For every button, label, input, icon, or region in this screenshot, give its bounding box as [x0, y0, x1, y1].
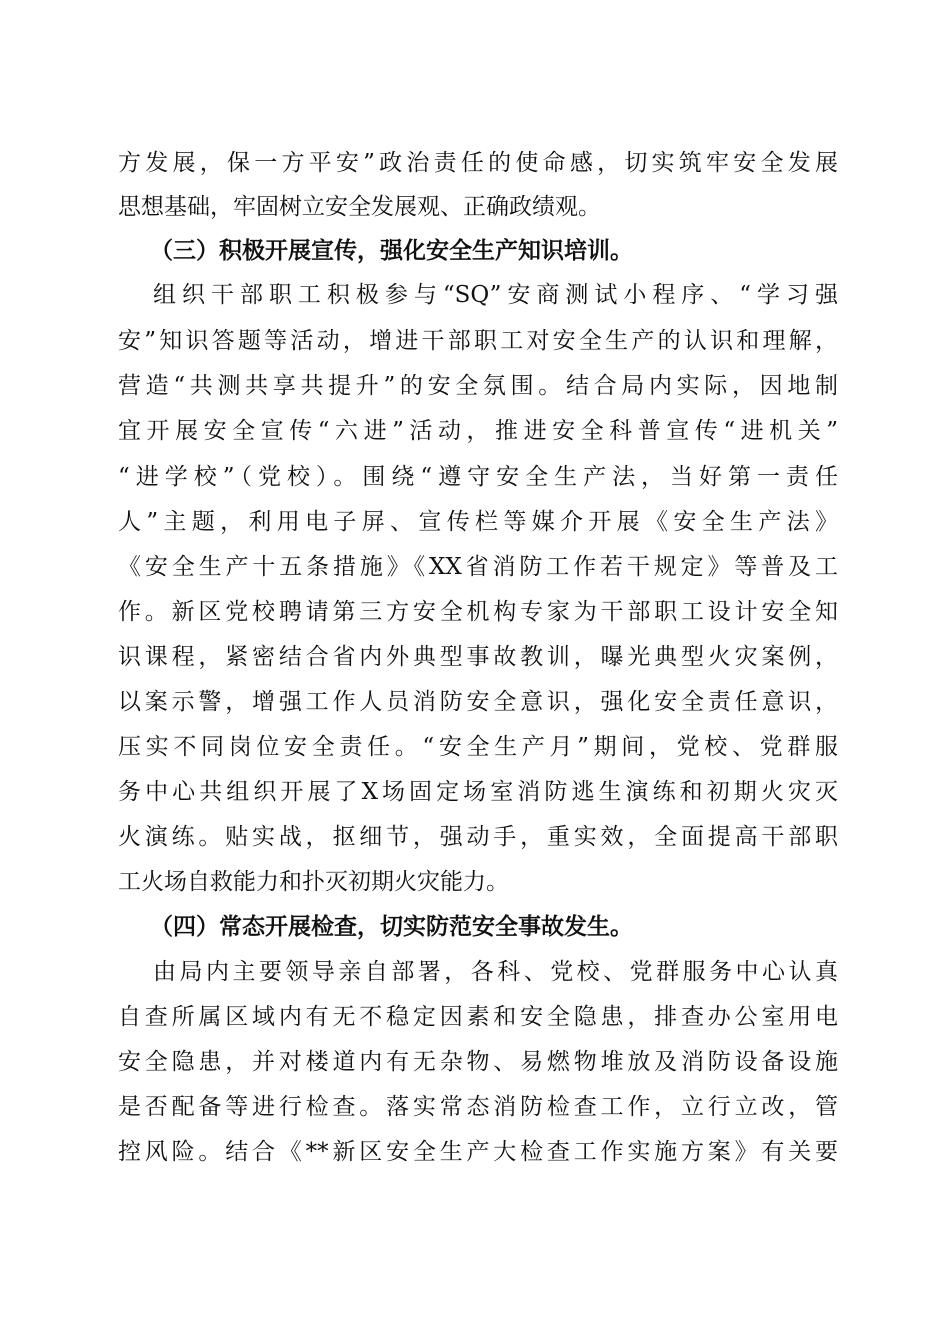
body-text-line: 安”知识答题等活动，增进干部职工对安全生产的认识和理解， — [118, 328, 838, 354]
body-text-line: 方发展，保一方平安”政治责任的使命感，切实筑牢安全发展 — [118, 150, 838, 176]
body-text-line: 宜开展安全宣传“六进”活动，推进安全科普宣传“进机关” — [118, 418, 838, 444]
body-text-line: 火演练。贴实战，抠细节，强动手，重实效，全面提高干部职 — [118, 824, 838, 850]
body-text-line: 识课程，紧密结合省内外典型事故教训，曝光典型火灾案例， — [118, 644, 838, 670]
body-text-line: 《安全生产十五条措施》《XX省消防工作若干规定》等普及工 — [118, 554, 838, 580]
body-text-line: 以案示警，增强工作人员消防安全意识，强化安全责任意识， — [118, 689, 838, 715]
body-text-line: 安全隐患，并对楼道内有无杂物、易燃物堆放及消防设备设施 — [118, 1049, 838, 1075]
section-heading-3: （三）积极开展宣传，强化安全生产知识培训。 — [150, 238, 633, 264]
body-text-line: 营造“共测共享共提升”的安全氛围。结合局内实际，因地制 — [118, 373, 838, 399]
body-text-line: 务中心共组织开展了X场固定场室消防逃生演练和初期火灾灭 — [118, 779, 838, 805]
body-text-line: 自查所属区域内有无不稳定因素和安全隐患，排查办公室用电 — [118, 1004, 838, 1030]
body-text-line: 工火场自救能力和扑灭初期火灾能力。 — [118, 869, 509, 895]
body-text-line: 人”主题，利用电子屏、宣传栏等媒介开展《安全生产法》 — [118, 509, 838, 535]
body-text-line: 压实不同岗位安全责任。“安全生产月”期间，党校、党群服 — [118, 734, 838, 760]
body-text-line: 思想基础，牢固树立安全发展观、正确政绩观。 — [118, 194, 601, 220]
body-text-line: 组织干部职工积极参与“SQ”安商测试小程序、“学习强 — [153, 282, 838, 308]
section-heading-4: （四）常态开展检查，切实防范安全事故发生。 — [150, 914, 633, 940]
body-text-line: “进学校”（党校）。围绕“遵守安全生产法，当好第一责任 — [118, 464, 838, 490]
body-text-line: 由局内主要领导亲自部署，各科、党校、党群服务中心认真 — [153, 959, 838, 985]
body-text-line: 作。新区党校聘请第三方安全机构专家为干部职工设计安全知 — [118, 599, 838, 625]
body-text-line: 是否配备等进行检查。落实常态消防检查工作，立行立改，管 — [118, 1094, 838, 1120]
body-text-line: 控风险。结合《**新区安全生产大检查工作实施方案》有关要 — [118, 1139, 838, 1165]
